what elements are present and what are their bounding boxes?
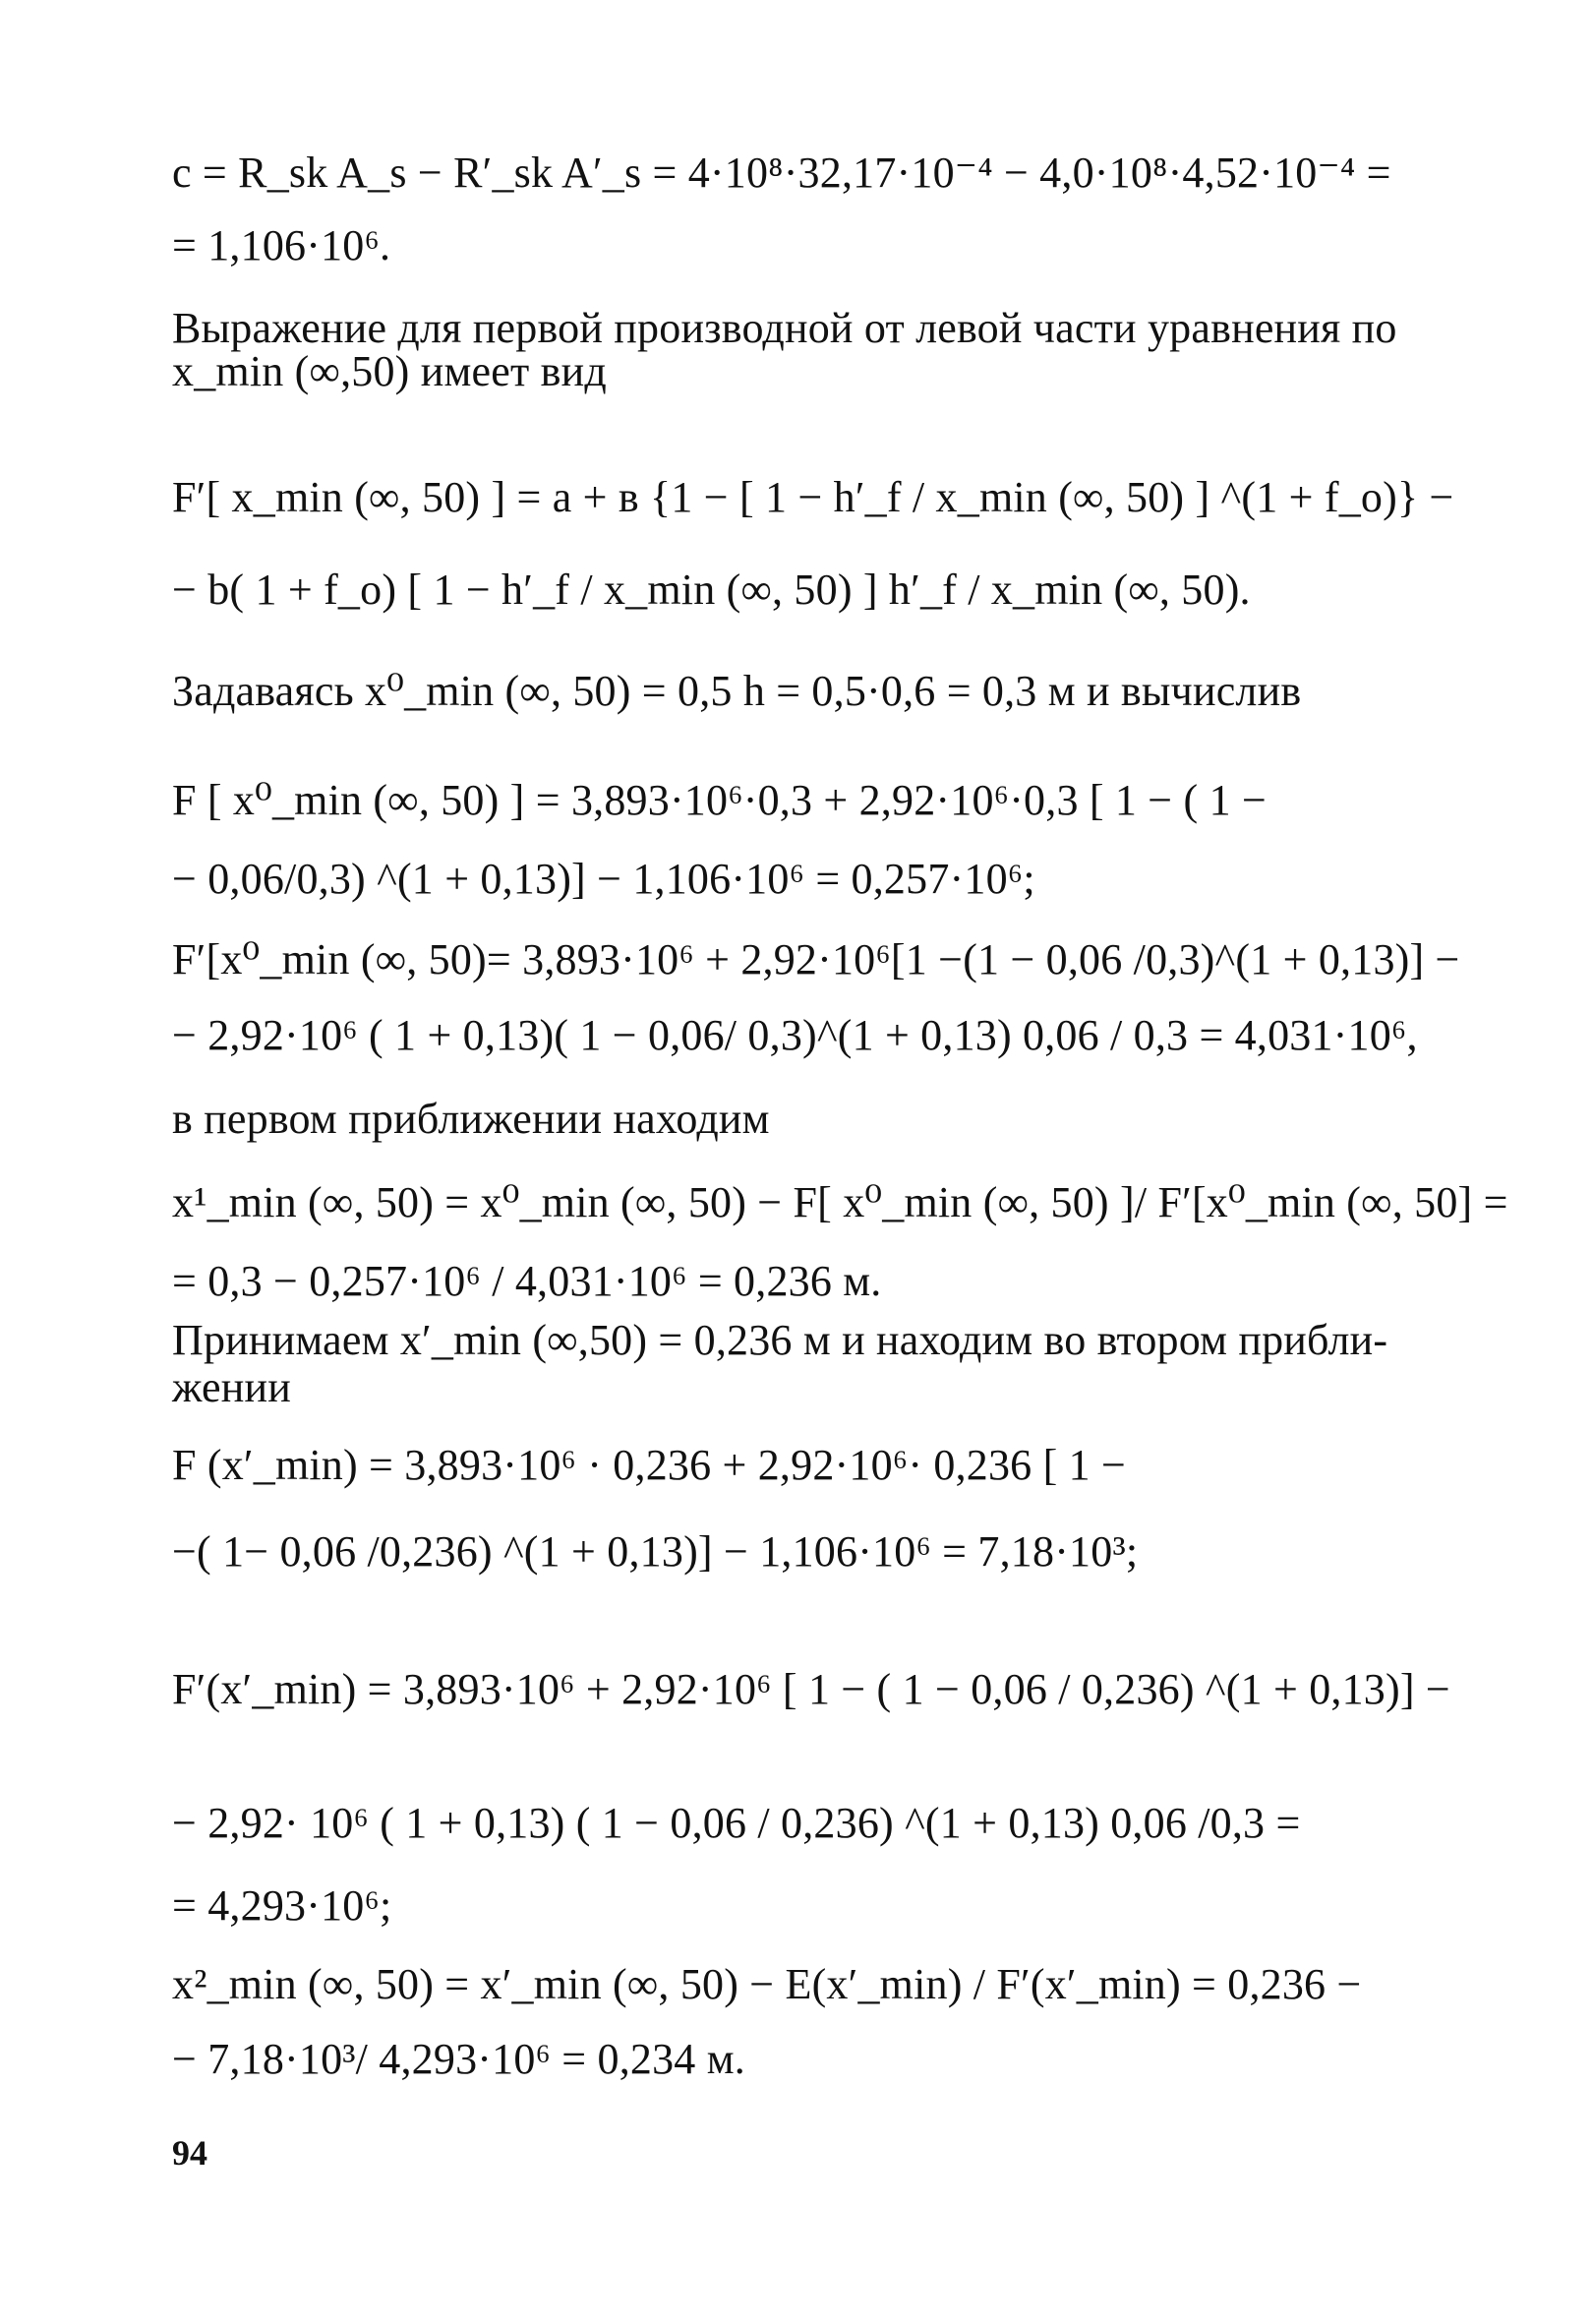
- equation-c-line-1: c = R_sk A_s − R′_sk A′_s = 4·10⁸·32,17·10⁻⁴ − 4,0·10⁸·4,52·10⁻⁴ =: [172, 149, 1391, 197]
- equation-x1-line-1: x¹_min (∞, 50) = x⁰_min (∞, 50) − F[ x⁰_min (∞, 50) ]/ F′[x⁰_min (∞, 50] =: [172, 1178, 1508, 1226]
- equation-c-line-2: = 1,106·10⁶.: [172, 221, 391, 269]
- equation-F1-line-1: F (x′_min) = 3,893·10⁶ · 0,236 + 2,92·10⁶· 0,236 [ 1 −: [172, 1441, 1127, 1489]
- paragraph-derivative-intro-2: x_min (∞,50) имеет вид: [172, 347, 607, 395]
- equation-derivative-line-2: − b( 1 + f_o) [ 1 − h′_f / x_min (∞, 50) ] h′_f / x_min (∞, 50).: [172, 566, 1251, 614]
- equation-dF0-line-2: − 2,92·10⁶ ( 1 + 0,13)( 1 − 0,06/ 0,3)^(1 + 0,13) 0,06 / 0,3 = 4,031·10⁶,: [172, 1011, 1418, 1059]
- paragraph-second-approx: Принимаем x′_min (∞,50) = 0,236 м и находим во втором прибли-: [172, 1316, 1388, 1364]
- equation-dF1-line-1: F′(x′_min) = 3,893·10⁶ + 2,92·10⁶ [ 1 − ( 1 − 0,06 / 0,236) ^(1 + 0,13)] −: [172, 1665, 1450, 1713]
- paragraph-derivative-intro: Выражение для первой производной от левой части уравнения по: [172, 304, 1397, 352]
- equation-x1-line-2: = 0,3 − 0,257·10⁶ / 4,031·10⁶ = 0,236 м.: [172, 1257, 882, 1305]
- paragraph-assumption: Задаваясь x⁰_min (∞, 50) = 0,5 h = 0,5·0,6 = 0,3 м и вычислив: [172, 667, 1302, 715]
- equation-F1-line-2: −( 1− 0,06 /0,236) ^(1 + 0,13)] − 1,106·10⁶ = 7,18·10³;: [172, 1527, 1139, 1576]
- paragraph-first-approx: в первом приближении находим: [172, 1095, 770, 1143]
- equation-F0-line-1: F [ x⁰_min (∞, 50) ] = 3,893·10⁶·0,3 + 2,92·10⁶·0,3 [ 1 − ( 1 −: [172, 776, 1267, 824]
- equation-x2-line-2: − 7,18·10³/ 4,293·10⁶ = 0,234 м.: [172, 2035, 745, 2083]
- equation-dF1-line-2: − 2,92· 10⁶ ( 1 + 0,13) ( 1 − 0,06 / 0,236) ^(1 + 0,13) 0,06 /0,3 =: [172, 1799, 1301, 1847]
- equation-dF0-line-1: F′[x⁰_min (∞, 50)= 3,893·10⁶ + 2,92·10⁶[1 −(1 − 0,06 /0,3)^(1 + 0,13)] −: [172, 935, 1460, 983]
- page-number: 94: [172, 2133, 207, 2173]
- equation-F0-line-2: − 0,06/0,3) ^(1 + 0,13)] − 1,106·10⁶ = 0,257·10⁶;: [172, 855, 1035, 903]
- equation-derivative-line-1: F′[ x_min (∞, 50) ] = a + в {1 − [ 1 − h′_f / x_min (∞, 50) ] ^(1 + f_o)} −: [172, 473, 1454, 521]
- equation-x2-line-1: x²_min (∞, 50) = x′_min (∞, 50) − E(x′_min) / F′(x′_min) = 0,236 −: [172, 1960, 1362, 2008]
- equation-dF1-line-3: = 4,293·10⁶;: [172, 1881, 392, 1930]
- paragraph-second-approx-2: жении: [172, 1363, 291, 1411]
